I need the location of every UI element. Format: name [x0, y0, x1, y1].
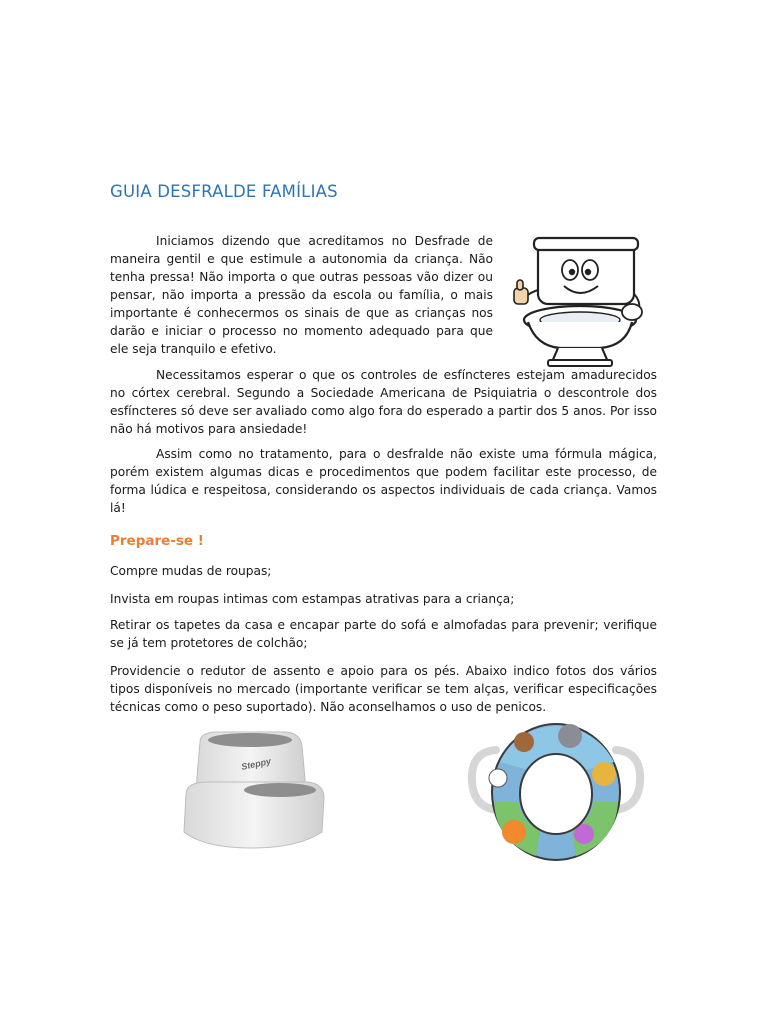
list-item: Providencie o redutor de assento e apoio para os pés. Abaixo indico fotos dos vários tipos disponíveis no mercado (importante verificar se tem alças, verificar especificações técnicas como o peso suportado). Não aconselhamos o uso de penicos. — [110, 664, 657, 714]
intro-paragraph-1: Iniciamos dizendo que acreditamos no Desfrade de maneira gentil e que estimule a autonomia da criança. Não tenha pressa! Não importa o que outras pessoas vão dizer ou pensar, não importa a pressão da escola ou família, o mais importante é conhecermos os sinais de que as crianças nos darão e iniciar o processo no momento adequado para que ele seja tranquilo e efetivo. — [110, 234, 493, 356]
step-stool-image — [178, 728, 328, 853]
section-heading: Prepare-se ! — [110, 533, 204, 549]
list-item: Invista em roupas intimas com estampas atrativas para a criança; — [110, 592, 515, 606]
list-item: Compre mudas de roupas; — [110, 564, 272, 578]
document-title: GUIA DESFRALDE FAMÍLIAS — [110, 182, 338, 201]
intro-paragraph-3: Assim como no tratamento, para o desfralde não existe uma fórmula mágica, porém existem algumas dicas e procedimentos que podem facilitar este processo, de forma lúdica e respeitosa, considerando os aspectos individuais de cada criança. Vamos lá! — [110, 447, 657, 515]
intro-paragraph-2: Necessitamos esperar o que os controles de esfíncteres estejam amadurecidos no córtex cerebral. Segundo a Sociedade Americana de Psiquiatria o descontrole dos esfíncteres só deve ser avaliado como algo fora do esperado a partir dos 5 anos. Por isso não há motivos para ansiedade! — [110, 368, 657, 436]
seat-reducer-image — [466, 722, 646, 862]
list-item: Retirar os tapetes da casa e encapar parte do sofá e almofadas para prevenir; verifique se já tem protetores de colchão; — [110, 618, 657, 650]
toilet-cartoon-image — [508, 234, 654, 368]
stool-brand-label: Steppy — [240, 755, 272, 772]
